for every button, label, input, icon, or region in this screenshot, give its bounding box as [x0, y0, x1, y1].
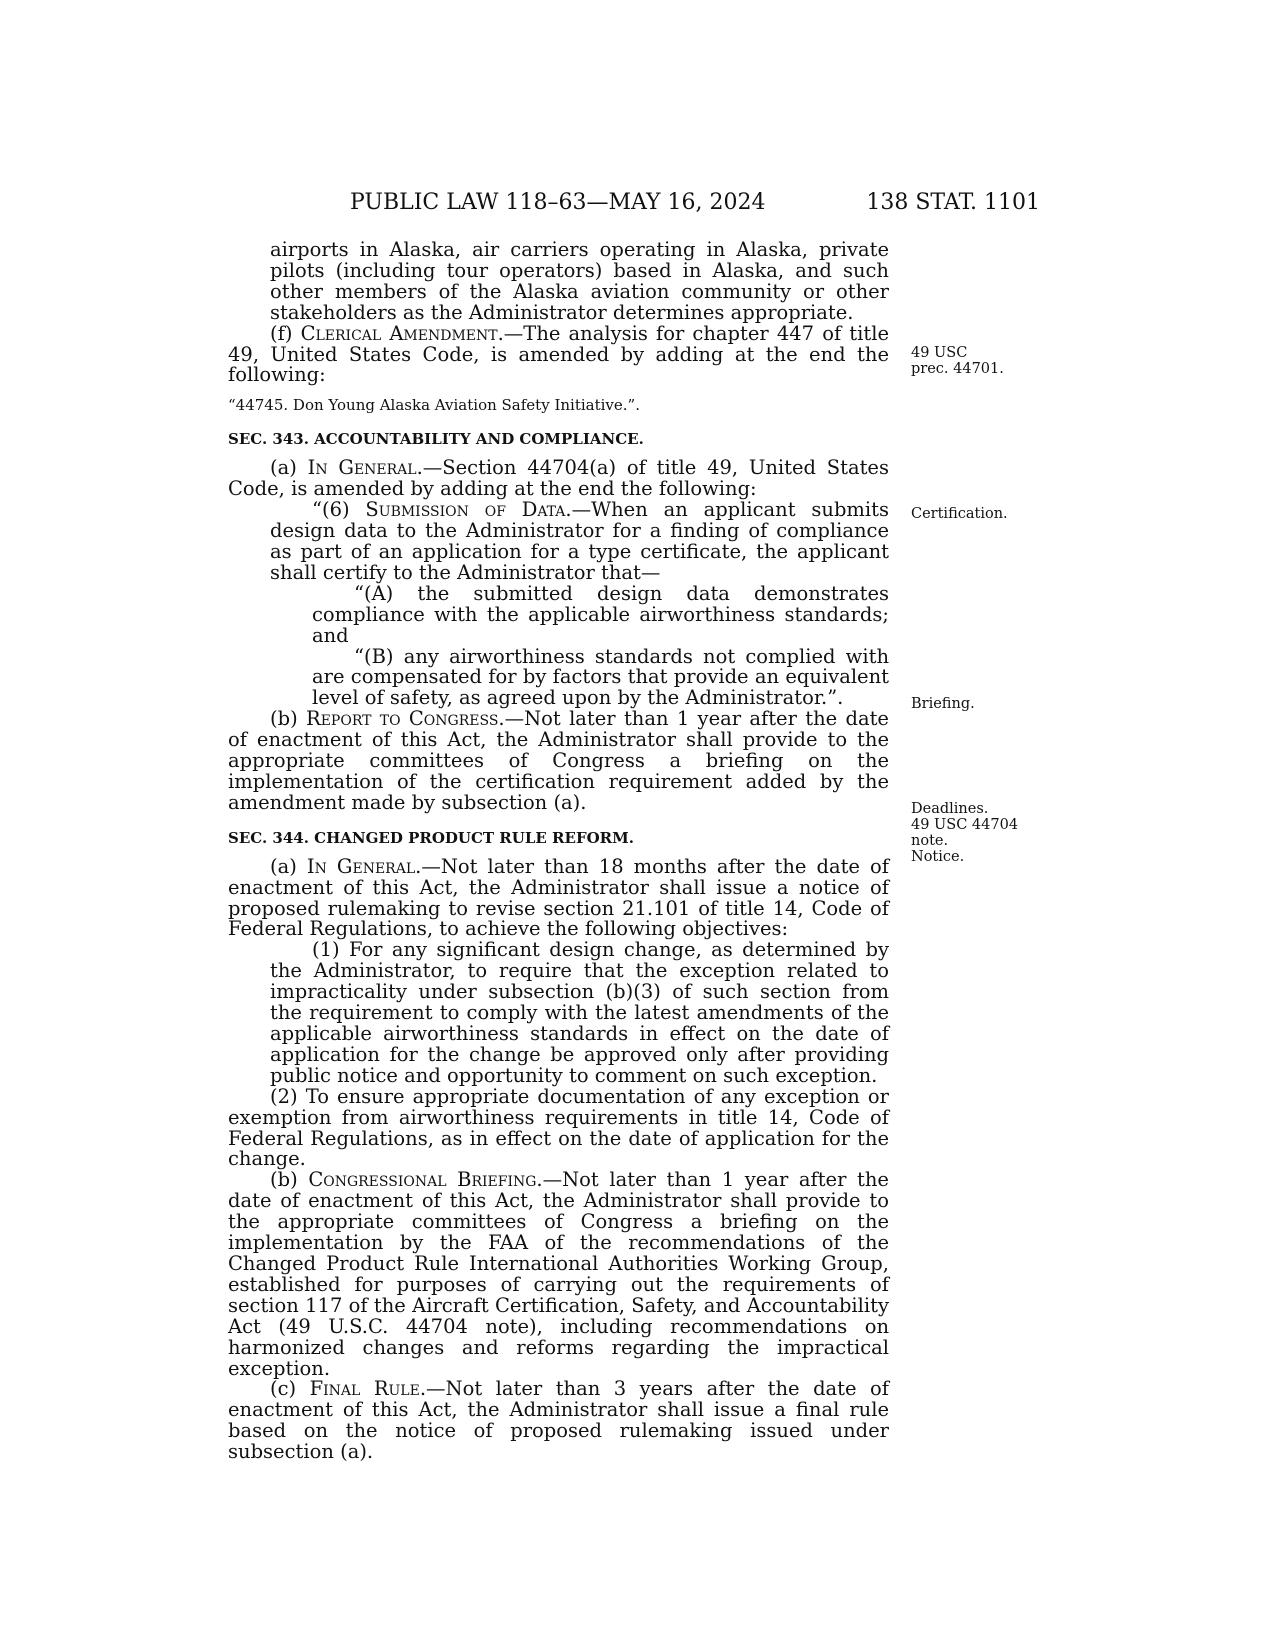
running-header: [350, 188, 1040, 218]
margin-note-usc-prec: 49 USC prec. 44701.: [911, 345, 1004, 377]
margin-note-certification: Certification.: [911, 506, 1008, 522]
page-number: 138 STAT. 1101: [866, 190, 1040, 215]
margin-note-deadlines: Deadlines. 49 USC 44704 note. Notice.: [911, 801, 1019, 865]
sec344-subsection-c: (c) Final Rule.—Not later than 3 years after the date of enactment of this Act, the Administrator shall issue a final rule based on the notice of proposed rulemaking issued under subsection (a).: [228, 1377, 889, 1464]
sec344-paragraph-1: (1) For any significant design change, as determined by the Administrator, to require that the exception related to impracticality under subsection (b)(3) of such section from the requirement to comply with the latest amendments of the applicable airworthiness standards in effect on the date of application for the change be approved only after providing public notice and opportunity to comment on such exception.: [270, 938, 889, 1087]
sec343-subsection-a: (a) In General.—Section 44704(a) of title 49, United States Code, is amended by adding at the end the following:: [228, 456, 889, 501]
analysis-item: “44745. Don Young Alaska Aviation Safety Initiative.”.: [228, 396, 640, 415]
paragraph-continuation: airports in Alaska, air carriers operating in Alaska, private pilots (including tour operators) based in Alaska, and such other members of the Alaska aviation community or other stakeholders as the Administrator determines appropriate.: [270, 238, 889, 324]
sec343-subsection-b: (b) Report to Congress.—Not later than 1 year after the date of enactment of this Act, the Administrator shall provide to the appropriate committees of Congress a briefing on the implementation of the certification requirement added by the amendment made by subsection (a).: [228, 707, 889, 814]
subsection-heading: In General: [307, 456, 417, 480]
sec344-subsection-b: (b) Congressional Briefing.—Not later than 1 year after the date of enactment of this Act, the Administrator shall provide to the appropriate committees of Congress a briefing on the implementation by the FAA of the recommendations of the Changed Product Rule International Authorities Working Group, established for purposes of carrying out the requirements of section 117 of the Aircraft Certification, Safety, and Accountability Act (49 U.S.C. 44704 note), including recommendations on harmonized changes and reforms regarding the impractical exception.: [228, 1168, 889, 1380]
header-title: PUBLIC LAW 118–63—MAY 16, 2024: [350, 190, 766, 215]
sec343-subparagraph-a: “(A) the submitted design data demonstrates compliance with the applicable airworthiness standards; and: [312, 581, 889, 647]
subsection-heading: Report to Congress: [306, 707, 499, 731]
sec343-subparagraph-b: “(B) any airworthiness standards not complied with are compensated for by factors that provide an equivalent level of safety, as agreed upon by the Administrator.”.: [312, 644, 889, 710]
subsection-heading: In General: [306, 854, 416, 878]
sec344-subsection-a: (a) In General.—Not later than 18 months after the date of enactment of this Act, the Administrator shall issue a notice of proposed rulemaking to revise section 21.101 of title 14, Code of Federal Regulations, to achieve the following objectives:: [228, 854, 889, 941]
subsection-f: (f) Clerical Amendment.—The analysis for chapter 447 of title 49, United States Code, is amended by adding at the end the following:: [228, 321, 889, 387]
sec344-paragraph-2: (2) To ensure appropriate documentation of any exception or exemption from airworthiness requirements in title 14, Code of Federal Regulations, as in effect on the date of application for the change.: [228, 1084, 889, 1171]
main-text: [228, 240, 889, 1463]
margin-note-briefing: Briefing.: [911, 696, 975, 712]
subsection-heading: Final Rule: [309, 1377, 420, 1401]
section-344-heading: SEC. 344. CHANGED PRODUCT RULE REFORM.: [228, 828, 634, 847]
paragraph-heading: Submission of Data: [365, 498, 566, 522]
subsection-heading: Clerical Amendment: [300, 321, 498, 345]
subsection-heading: Congressional Briefing: [308, 1168, 537, 1192]
section-343-heading: SEC. 343. ACCOUNTABILITY AND COMPLIANCE.: [228, 430, 644, 449]
sec343-paragraph-6: “(6) Submission of Data.—When an applicant submits design data to the Administrator for a finding of compliance as part of an application for a type certificate, the applicant shall certify to the Administrator that—: [270, 498, 889, 584]
